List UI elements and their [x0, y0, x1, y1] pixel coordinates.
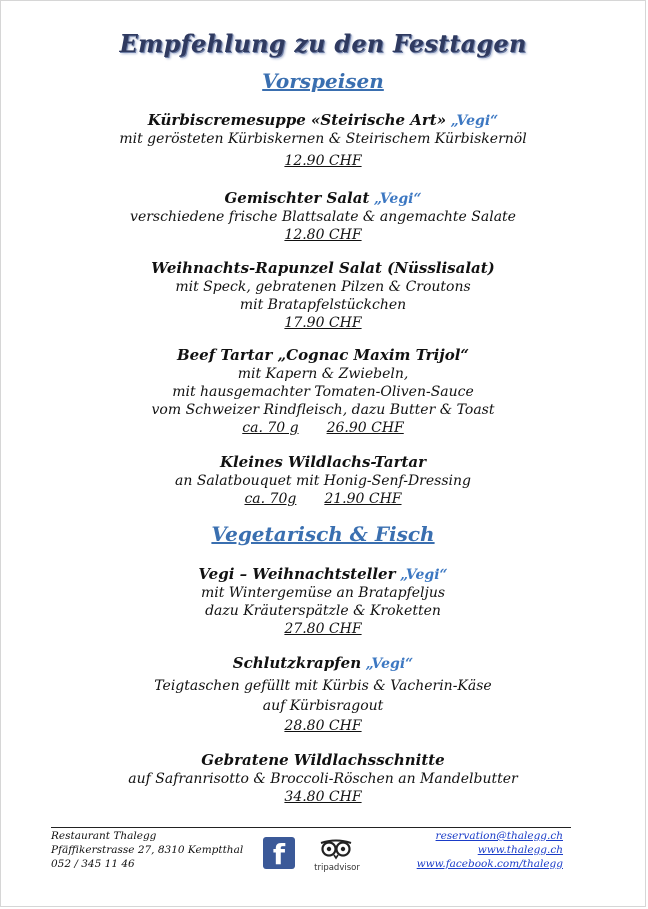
dish-description: mit gerösteten Kürbiskernen & Steirischem Kürbiskernöl — [119, 131, 527, 147]
dish-price: 17.90 CHF — [284, 315, 362, 331]
facebook-icon[interactable]: f — [263, 837, 295, 869]
email-link[interactable]: reservation@thalegg.ch — [435, 830, 563, 842]
dish-rapunzel-salat — [1, 259, 645, 332]
dish-vegi-weihnachtsteller — [1, 565, 645, 638]
footer-address — [51, 829, 243, 871]
dish-description: dazu Kräuterspätzle & Kroketten — [205, 603, 441, 619]
dish-wildlachs-tartar — [1, 453, 645, 508]
tripadvisor-label: tripadvisor — [314, 863, 360, 873]
dish-description: auf Safranrisotto & Broccoli-Röschen an Mandelbutter — [128, 771, 518, 787]
dish-description: mit Kapern & Zwiebeln, — [237, 366, 409, 382]
dish-description: mit Speck, gebratenen Pilzen & Croutons — [175, 279, 471, 295]
dish-description: vom Schweizer Rindfleisch, dazu Butter & Toast — [151, 402, 495, 418]
dish-price: 28.80 CHF — [284, 718, 362, 734]
dish-price: 12.80 CHF — [284, 227, 362, 243]
website-link[interactable]: www.thalegg.ch — [477, 844, 563, 856]
dish-beef-tartar — [1, 346, 645, 437]
dish-price: 21.90 CHF — [324, 491, 402, 507]
vegi-tag: „Vegi“ — [399, 567, 448, 583]
vegi-tag: „Vegi“ — [450, 113, 499, 129]
dish-price: 26.90 CHF — [326, 420, 404, 436]
dish-schlutzkrapfen — [1, 653, 645, 736]
dish-name: Vegi – Weihnachtsteller — [198, 565, 396, 583]
dish-wildlachsschnitte — [1, 751, 645, 806]
dish-description: auf Kürbisragout — [262, 698, 384, 714]
dish-name: Schlutzkrapfen — [232, 654, 362, 672]
dish-name: Kleines Wildlachs-Tartar — [219, 453, 427, 471]
page-title: Empfehlung zu den Festtagen — [119, 29, 527, 58]
dish-weight: ca. 70g — [244, 491, 297, 507]
footer-links — [417, 829, 563, 871]
section-title-vorspeisen: Vorspeisen — [262, 69, 384, 93]
dish-weight: ca. 70 g — [242, 420, 299, 436]
dish-description: Teigtaschen gefüllt mit Kürbis & Vacherin-Käse — [154, 678, 492, 694]
tripadvisor-logo — [309, 839, 365, 873]
dish-price: 27.80 CHF — [284, 621, 362, 637]
dish-description: an Salatbouquet mit Honig-Senf-Dressing — [175, 473, 471, 489]
dish-gemischter-salat — [1, 189, 645, 244]
dish-description: verschiedene frische Blattsalate & angemachte Salate — [130, 209, 516, 225]
vegi-tag: „Vegi“ — [373, 191, 422, 207]
dish-name: Weihnachts-Rapunzel Salat (Nüsslisalat) — [151, 259, 495, 277]
restaurant-name: Restaurant Thalegg — [51, 830, 157, 842]
dish-name: Kürbiscremesuppe «Steirische Art» — [147, 111, 447, 129]
dish-price: 34.80 CHF — [284, 789, 362, 805]
facebook-link[interactable]: www.facebook.com/thalegg — [416, 858, 563, 870]
tripadvisor-owl-icon[interactable] — [309, 839, 365, 873]
dish-name: Gemischter Salat — [224, 189, 370, 207]
dish-kuerbiscremesuppe — [1, 111, 645, 170]
dish-name: Beef Tartar „Cognac Maxim Trijol“ — [176, 346, 470, 364]
phone-number: 052 / 345 11 46 — [51, 858, 135, 870]
dish-price: 12.90 CHF — [284, 153, 362, 169]
footer-divider — [51, 827, 571, 828]
dish-description: mit Bratapfelstückchen — [239, 297, 407, 313]
section-title-vegetarisch-fisch: Vegetarisch & Fisch — [211, 522, 435, 546]
dish-description: mit Wintergemüse an Bratapfeljus — [200, 585, 446, 601]
dish-name: Gebratene Wildlachsschnitte — [201, 751, 445, 769]
street-address: Pfäffikerstrasse 27, 8310 Kemptthal — [51, 844, 244, 856]
dish-description: mit hausgemachter Tomaten-Oliven-Sauce — [172, 384, 474, 400]
vegi-tag: „Vegi“ — [365, 656, 414, 672]
